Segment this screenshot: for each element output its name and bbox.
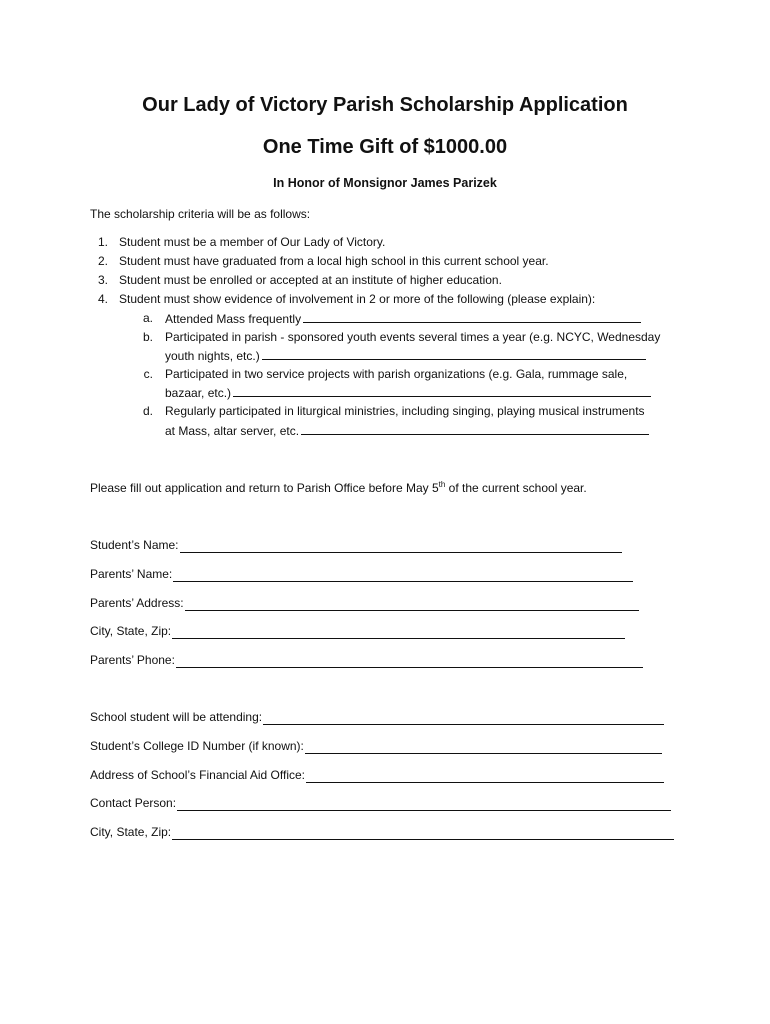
subitem-text: youth nights, etc.) (165, 349, 260, 363)
subitem-text: bazaar, etc.) (165, 386, 232, 400)
subitem-text: at Mass, altar server, etc. (165, 424, 300, 438)
subitem-letter: c. (143, 367, 153, 381)
parents-address-line[interactable] (185, 597, 639, 611)
field-label: City, State, Zip: (90, 624, 172, 638)
student-name-field (90, 537, 622, 553)
explain-line-c[interactable] (233, 384, 651, 397)
instructions-text-end: of the current school year. (445, 481, 587, 495)
subitem (165, 347, 646, 364)
school-city-state-zip-field (90, 824, 674, 840)
subitem-text: Participated in parish - sponsored youth events several times a year (e.g. NCYC, Wednesday (165, 330, 661, 344)
city-state-zip-field (90, 623, 625, 639)
explain-line-a[interactable] (303, 310, 641, 323)
subitem (165, 384, 651, 401)
field-label: Student’s Name: (90, 538, 179, 552)
contact-person-field (90, 795, 671, 811)
city-state-zip-line[interactable] (172, 625, 625, 639)
field-label: Parents’ Address: (90, 596, 184, 610)
criteria-intro: The scholarship criteria will be as follows: (90, 207, 311, 221)
page-subtitle: One Time Gift of $1000.00 (262, 136, 508, 158)
field-label: Student’s College ID Number (if known): (90, 739, 304, 753)
subitem-letter: d. (142, 404, 153, 418)
explain-line-d[interactable] (301, 422, 649, 435)
criteria-item: Student must have graduated from a local high school in this current school year. (119, 254, 549, 268)
honor-line: In Honor of Monsignor James Parizek (273, 176, 497, 190)
field-label: Parents’ Name: (90, 567, 173, 581)
criteria-number: 3. (97, 273, 108, 287)
subitem-letter: b. (142, 330, 153, 344)
parents-name-line[interactable] (173, 568, 633, 582)
subitem (165, 310, 641, 327)
student-name-line[interactable] (180, 539, 622, 553)
subitem-text: Attended Mass frequently (165, 312, 302, 326)
parents-name-field (90, 566, 633, 582)
school-city-state-zip-line[interactable] (172, 826, 674, 840)
field-label: Contact Person: (90, 796, 177, 810)
criteria-item: Student must show evidence of involvement in 2 or more of the following (please explain): (119, 292, 596, 306)
instructions (90, 480, 587, 496)
college-id-field (90, 738, 662, 754)
criteria-item: Student must be enrolled or accepted at an institute of higher education. (119, 273, 502, 287)
parents-address-field (90, 595, 639, 611)
contact-person-line[interactable] (177, 797, 671, 811)
explain-line-b[interactable] (262, 347, 646, 360)
criteria-number: 2. (97, 254, 108, 268)
subitem-text: Regularly participated in liturgical ministries, including singing, playing musical instruments (165, 404, 645, 418)
college-id-line[interactable] (305, 740, 662, 754)
field-label: Address of School’s Financial Aid Office: (90, 768, 306, 782)
field-label: Parents’ Phone: (90, 653, 175, 667)
parents-phone-line[interactable] (176, 654, 643, 668)
field-label: City, State, Zip: (90, 825, 172, 839)
page-title: Our Lady of Victory Parish Scholarship Application (142, 94, 628, 116)
criteria-number: 1. (97, 235, 108, 249)
school-field (90, 709, 664, 725)
instructions-superscript: th (438, 480, 446, 489)
school-line[interactable] (263, 711, 664, 725)
subitem-text: Participated in two service projects with parish organizations (e.g. Gala, rummage sale, (165, 367, 628, 381)
subitem-letter: a. (142, 311, 153, 325)
subitem (165, 422, 649, 439)
financial-aid-address-field (90, 767, 664, 783)
criteria-item: Student must be a member of Our Lady of Victory. (119, 235, 386, 249)
field-label: School student will be attending: (90, 710, 263, 724)
criteria-number: 4. (97, 292, 108, 306)
parents-phone-field (90, 652, 643, 668)
financial-aid-address-line[interactable] (306, 769, 664, 783)
instructions-text: Please fill out application and return to Parish Office before May 5 (90, 481, 439, 495)
